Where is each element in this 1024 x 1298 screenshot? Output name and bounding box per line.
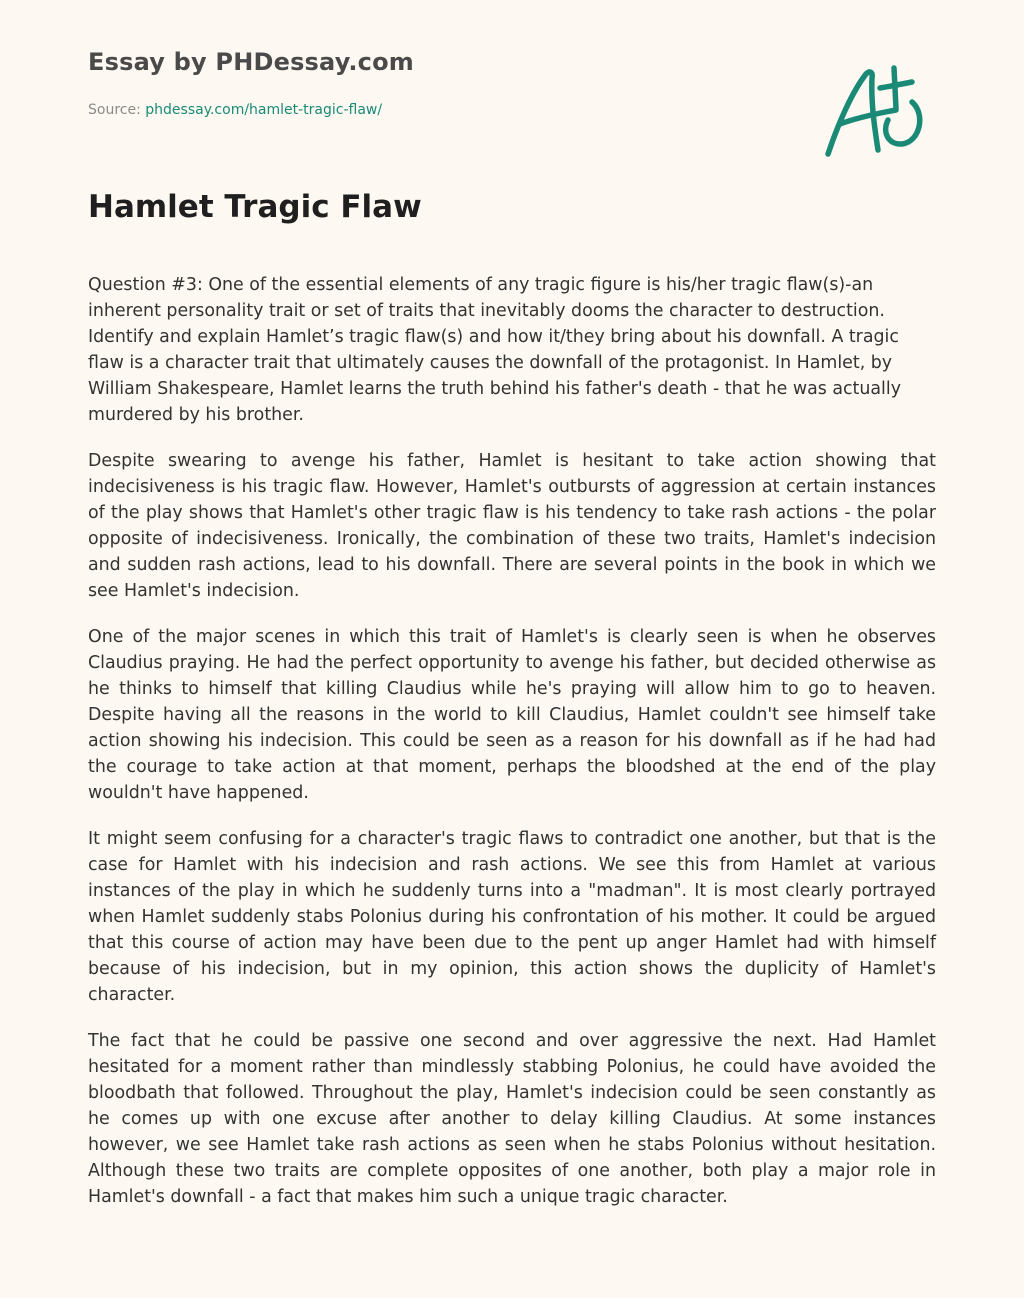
source-link[interactable]: phdessay.com/hamlet-tragic-flaw/ bbox=[145, 102, 383, 118]
essay-paragraph-1: Question #3: One of the essential elements of any tragic figure is his/her tragic flaw(s)-an inherent personality trait or set of traits that inevitably dooms the character to destruction. Identify and explain Hamlet’s tragic flaw(s) and how it/they bring about his downfall. A tragic flaw is a character trait that ultimately causes the downfall of the protagonist. In Hamlet, by William Shakespeare, Hamlet learns the truth behind his father's death - that he was actually murdered by his brother. bbox=[88, 275, 901, 425]
a-plus-logo-icon bbox=[816, 62, 934, 166]
essay-paragraph-3: One of the major scenes in which this trait of Hamlet's is clearly seen is when he observes Claudius praying. He had the perfect opportunity to avenge his father, but decided otherwise as he thinks to himself that killing Claudius while he's praying will allow him to go to heaven. Despite having all the reasons in the world to kill Claudius, Hamlet couldn't see himself take action showing his indecision. This could be seen as a reason for his downfall as if he had had the courage to take action at that moment, perhaps the bloodshed at the end of the play wouldn't have happened. bbox=[88, 627, 936, 803]
essay-paragraph-2: Despite swearing to avenge his father, Hamlet is hesitant to take action showing that indecisiveness is his tragic flaw. However, Hamlet's outbursts of aggression at certain instances of the play shows that Hamlet's other tragic flaw is his tendency to take rash actions - the polar opposite of indecisiveness. Ironically, the combination of these two traits, Hamlet's indecision and sudden rash actions, lead to his downfall. There are several points in the book in which we see Hamlet's indecision. bbox=[88, 451, 936, 601]
source-label: Source: bbox=[88, 102, 141, 118]
essay-paragraph-4: It might seem confusing for a character's tragic flaws to contradict one another, but that is the case for Hamlet with his indecision and rash actions. We see this from Hamlet at various instances of the play in which he suddenly turns into a "madman". It is most clearly portrayed when Hamlet suddenly stabs Polonius during his confrontation of his mother. It could be argued that this course of action may have been due to the pent up anger Hamlet had with himself because of his indecision, but in my opinion, this action shows the duplicity of Hamlet's character. bbox=[88, 829, 936, 1005]
essay-body bbox=[88, 272, 936, 1230]
brand-title: Essay by PHDessay.com bbox=[88, 48, 414, 76]
source-line bbox=[88, 102, 382, 118]
essay-title: Hamlet Tragic Flaw bbox=[88, 189, 422, 225]
essay-paragraph-5: The fact that he could be passive one second and over aggressive the next. Had Hamlet hesitated for a moment rather than mindlessly stabbing Polonius, he could have avoided the bloodbath that followed. Throughout the play, Hamlet's indecision could be seen constantly as he comes up with one excuse after another to delay killing Claudius. At some instances however, we see Hamlet take rash actions as seen when he stabs Polonius without hesitation. Although these two traits are complete opposites of one another, both play a major role in Hamlet's downfall - a fact that makes him such a unique tragic character. bbox=[88, 1031, 936, 1207]
